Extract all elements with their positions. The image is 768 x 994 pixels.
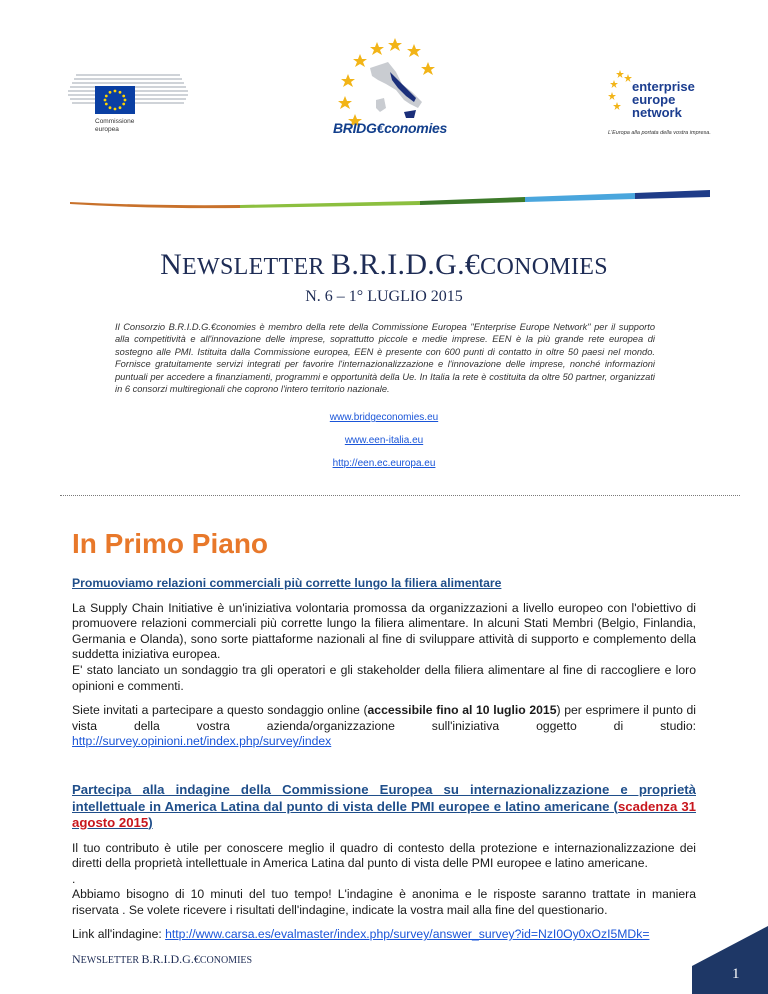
article-supply-chain [72, 576, 696, 750]
european-commission-logo [68, 68, 188, 138]
footer-newsletter-name: NEWSLETTER B.R.I.D.G.€CONOMIES [72, 952, 253, 966]
link-bridgeconomies[interactable]: www.bridgeconomies.eu [329, 412, 439, 423]
survey-link-2[interactable]: http://www.carsa.es/evalmaster/index.php/survey/answer_survey?id=NzI0Oy0xOzI5MDk= [165, 927, 650, 942]
article-ip-survey [72, 782, 696, 943]
website-links [0, 411, 768, 480]
newsletter-issue: N. 6 – 1° LUGLIO 2015 [305, 288, 463, 305]
article-2-link-line: Link all'indagine: http://www.carsa.es/evalmaster/index.php/survey/answer_survey?id=NzI0Oy0xOzI5MDk= [72, 927, 650, 942]
article-1-paragraph-1: La Supply Chain Initiative è un'iniziativa volontaria promossa da organizzazioni a livello europeo con l'obiettivo di promuovere relazioni commerciali più corrette lungo la filiera alimentare. In alcuni Stati Membri (Belgio, Finlandia, Germania e Olanda), sono sorte piattaforme nazionali al fine di sviluppare attività di supporto e complemento della suddetta iniziativa europea. [72, 600, 696, 662]
article-2-title: Partecipa alla indagine della Commissione Europea su internazionalizzazione e proprietà intellettuale in America Latina dal punto di vista delle PMI europee e latino americane (scadenza 31 agosto 2015) [72, 782, 696, 830]
article-2-paragraph-2: Abbiamo bisogno di 10 minuti del tuo tempo! L'indagine è anonima e le risposte saranno trattate in maniera riservata . Se volete ricevere i risultati dell'indagine, indicate la vostra mail alla fine del questionario. [72, 887, 696, 917]
newsletter-title: NEWSLETTER B.R.I.D.G.€CONOMIES [160, 248, 608, 281]
bridgeconomies-wordmark: BRIDG€conomies [332, 120, 448, 136]
link-een-ec-europa[interactable]: http://een.ec.europa.eu [332, 458, 436, 469]
article-1-paragraph-2: E' stato lanciato un sondaggio tra gli operatori e gli stakeholder della filiera alimentare al fine di raccogliere e loro opinioni e commenti. [72, 662, 696, 693]
article-2-paragraph-1: Il tuo contributo è utile per conoscere meglio il quadro di contesto della protezione e internazionalizzazione dei diretti della proprietà intellettuale in America Latina dal punto di vista delle PMI europee e latino americane. [72, 840, 696, 871]
eu-flag-icon [95, 86, 135, 114]
link-een-italia[interactable]: www.een-italia.eu [344, 435, 424, 446]
een-wordmark: enterprise europe network [632, 79, 695, 120]
article-1-title: Promuoviamo relazioni commerciali più corrette lungo la filiera alimentare [72, 576, 502, 590]
een-tagline: L'Europa alla portata della vostra impresa. [608, 130, 711, 136]
section-title: In Primo Piano [72, 528, 269, 559]
intro-paragraph: Il Consorzio B.R.I.D.G.€conomies è membro della rete della Commissione Europea "Enterprise Europe Network" per il supporto alla competitività e all'innovazione delle imprese, soprattutto piccole e medie imprese. EEN è la più grande rete europea di sostegno alle PMI. Istituita dalla Commissione europea, EEN è presente con 600 punti di contatto in oltre 50 paesi nel mondo. Fornisce gratuitamente servizi integrati per favorire l'internazionalizzazione e l'innovazione delle imprese, nonché informazioni puntuali per accedere a finanziamenti, programmi e opportunità della Ue. In Italia la rete è costituita da oltre 50 partner, organizzati in 6 consorzi multiregionali che coprono l'intero territorio nazionale. [115, 322, 655, 395]
dotted-divider [60, 495, 740, 496]
ec-logo-text: Commissione europea [95, 118, 135, 133]
page-corner-shape [692, 926, 768, 994]
een-logo [608, 68, 711, 142]
article-1-paragraph-3: Siete invitati a partecipare a questo sondaggio online (accessibile fino al 10 luglio 2015) per esprimere il punto di vista della vostra azienda/organizzazione sull'iniziativa oggetto di studio: http://survey.opinioni.net/index.php/survey/index [72, 703, 697, 749]
header-color-band [70, 188, 710, 212]
survey-link-1[interactable]: http://survey.opinioni.net/index.php/survey/index [72, 734, 332, 749]
article-2-dot: . [72, 871, 76, 886]
page-number: 1 [732, 966, 740, 982]
